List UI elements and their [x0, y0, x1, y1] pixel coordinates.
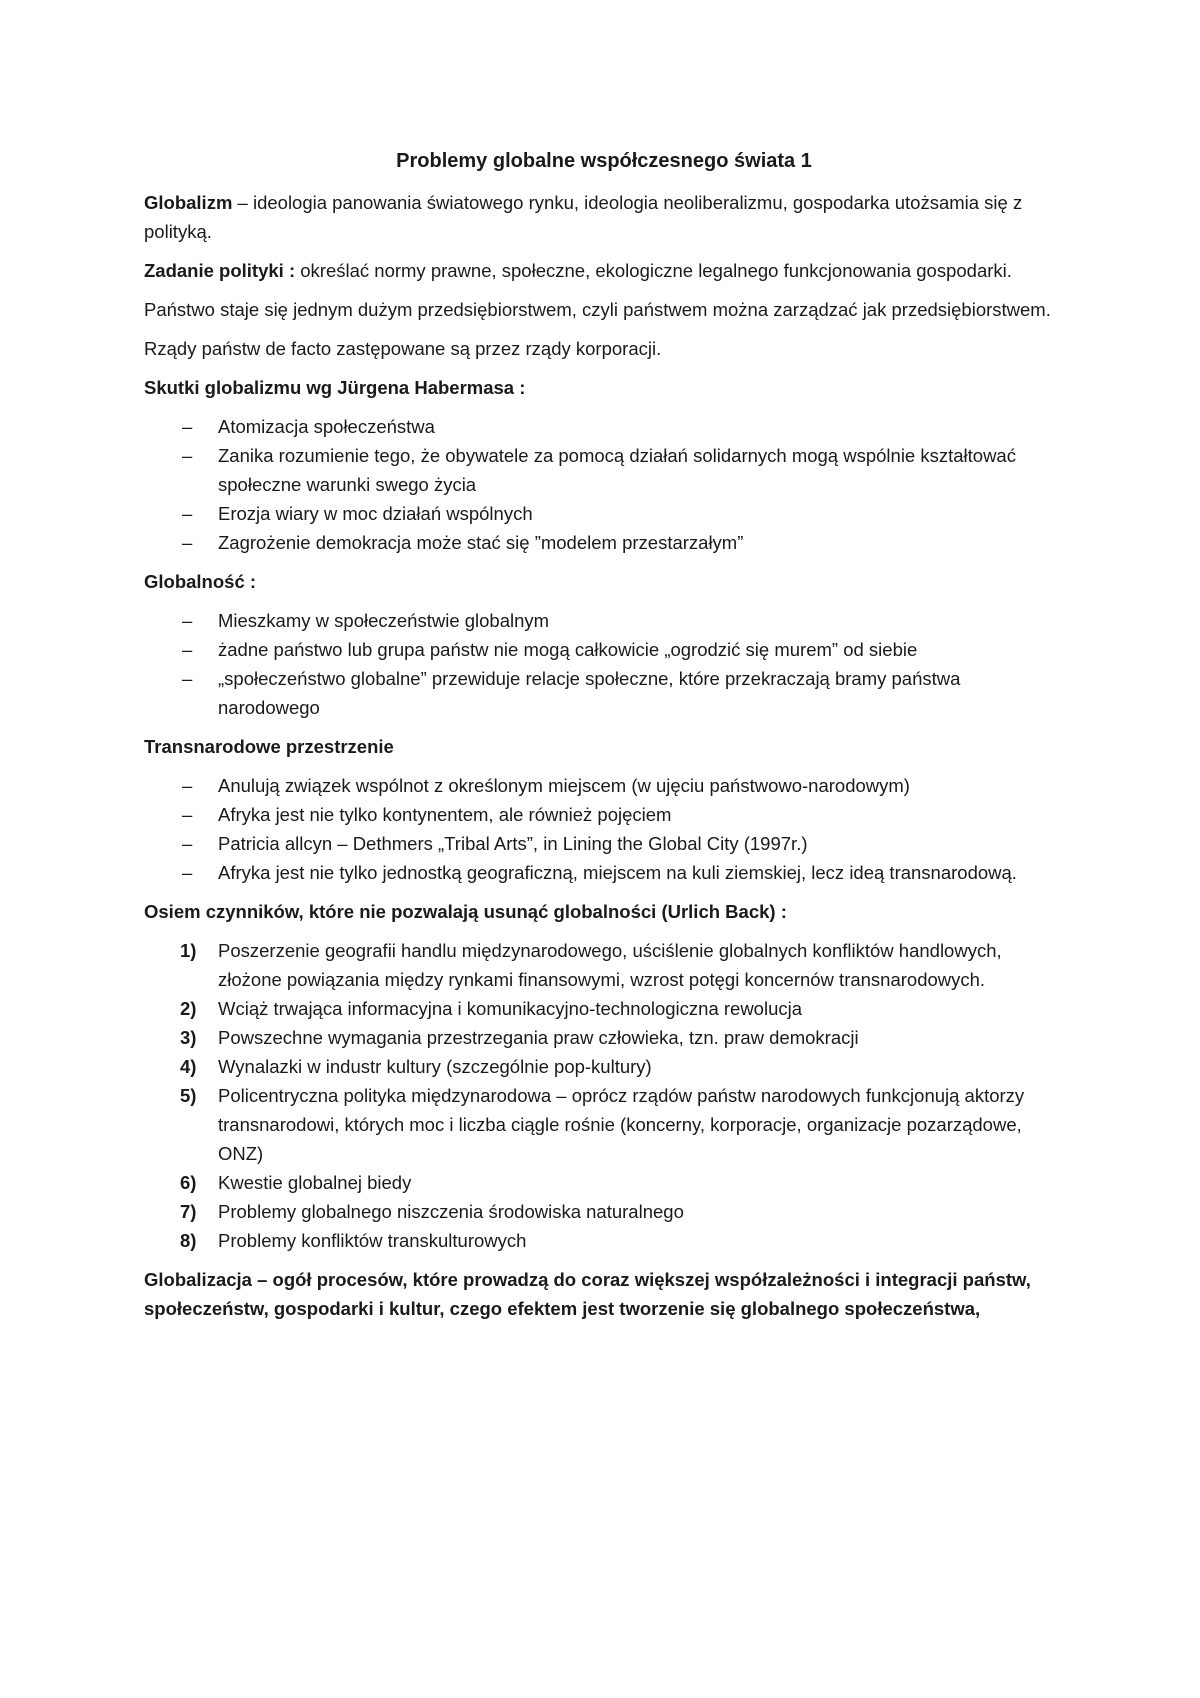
list-item: – Afryka jest nie tylko jednostką geograficzną, miejscem na kuli ziemskiej, lecz ideą transnarodową.: [144, 858, 1064, 887]
list-item: 6) Kwestie globalnej biedy: [144, 1168, 1064, 1197]
term-zadanie-polityki: Zadanie polityki :: [144, 260, 296, 281]
list-item: 3) Powszechne wymagania przestrzegania praw człowieka, tzn. praw demokracji: [144, 1023, 1064, 1052]
paragraph-globalizm: [144, 188, 1064, 246]
list-item: – Atomizacja społeczeństwa: [144, 412, 1064, 441]
term-globalizm: Globalizm: [144, 192, 233, 213]
heading-skutki: Skutki globalizmu wg Jürgena Habermasa :: [144, 377, 526, 398]
definition-zadanie-polityki: określać normy prawne, społeczne, ekologiczne legalnego funkcjonowania gospodarki.: [295, 260, 1012, 281]
list-globalnosc: [144, 606, 1064, 722]
document-content: [144, 146, 1064, 1333]
list-item: – żadne państwo lub grupa państw nie mogą całkowicie „ogrodzić się murem” od siebie: [144, 635, 1064, 664]
list-item: – Zagrożenie demokracja może stać się ”modelem przestarzałym”: [144, 528, 1064, 557]
paragraph-rzady: Rządy państw de facto zastępowane są przez rządy korporacji.: [144, 338, 662, 359]
list-osiem-czynnikow: [144, 936, 1064, 1255]
dash-marker: –: [182, 775, 193, 796]
dash-marker: –: [182, 668, 193, 689]
list-item: 5) Policentryczna polityka międzynarodowa – oprócz rządów państw narodowych funkcjonują aktorzy transnarodowi, których moc i liczba ciągle rośnie (koncerny, korporacje, organizacje pozarządowe, ONZ): [144, 1081, 1064, 1168]
list-transnarodowe: [144, 771, 1064, 887]
heading-osiem-czynnikow: Osiem czynników, które nie pozwalają usunąć globalności (Urlich Back) :: [144, 901, 787, 922]
number-marker: 4): [180, 1056, 197, 1077]
paragraph-globalizacja: Globalizacja – ogół procesów, które prowadzą do coraz większej współzależności i integracji państw, społeczeństw, gospodarki i kultur, czego efektem jest tworzenie się globalnego społeczeństwa,: [144, 1269, 1031, 1319]
list-item: – Zanika rozumienie tego, że obywatele za pomocą działań solidarnych mogą wspólnie kształtować społeczne warunki swego życia: [144, 441, 1064, 499]
list-item: 4) Wynalazki w industr kultury (szczególnie pop-kultury): [144, 1052, 1064, 1081]
list-skutki: [144, 412, 1064, 557]
definition-globalizm: – ideologia panowania światowego rynku, ideologia neoliberalizmu, gospodarka utożsamia się z polityką.: [144, 192, 1023, 242]
list-item: – Patricia allcyn – Dethmers „Tribal Arts”, in Lining the Global City (1997r.): [144, 829, 1064, 858]
paragraph-panstwo: Państwo staje się jednym dużym przedsiębiorstwem, czyli państwem można zarządzać jak przedsiębiorstwem.: [144, 299, 1051, 320]
list-item: 2) Wciąż trwająca informacyjna i komunikacyjno-technologiczna rewolucja: [144, 994, 1064, 1023]
heading-transnarodowe: Transnarodowe przestrzenie: [144, 736, 394, 757]
dash-marker: –: [182, 610, 193, 631]
page-title: Problemy globalne współczesnego świata 1: [396, 150, 812, 172]
number-marker: 1): [180, 940, 197, 961]
list-item: – Mieszkamy w społeczeństwie globalnym: [144, 606, 1064, 635]
dash-marker: –: [182, 503, 193, 524]
number-marker: 2): [180, 998, 197, 1019]
number-marker: 3): [180, 1027, 197, 1048]
list-item: 7) Problemy globalnego niszczenia środowiska naturalnego: [144, 1197, 1064, 1226]
number-marker: 8): [180, 1230, 197, 1251]
paragraph-zadanie-polityki: [144, 256, 1064, 285]
list-item: – „społeczeństwo globalne” przewiduje relacje społeczne, które przekraczają bramy państwa narodowego: [144, 664, 1064, 722]
dash-marker: –: [182, 416, 193, 437]
dash-marker: –: [182, 445, 193, 466]
number-marker: 5): [180, 1085, 197, 1106]
list-item: – Erozja wiary w moc działań wspólnych: [144, 499, 1064, 528]
list-item: 8) Problemy konfliktów transkulturowych: [144, 1226, 1064, 1255]
dash-marker: –: [182, 833, 193, 854]
list-item: – Afryka jest nie tylko kontynentem, ale również pojęciem: [144, 800, 1064, 829]
number-marker: 7): [180, 1201, 197, 1222]
dash-marker: –: [182, 639, 193, 660]
number-marker: 6): [180, 1172, 197, 1193]
list-item: 1) Poszerzenie geografii handlu międzynarodowego, uściślenie globalnych konfliktów handlowych, złożone powiązania między rynkami finansowymi, wzrost potęgi koncernów transnarodowych.: [144, 936, 1064, 994]
dash-marker: –: [182, 862, 193, 883]
dash-marker: –: [182, 532, 193, 553]
dash-marker: –: [182, 804, 193, 825]
heading-globalnosc: Globalność :: [144, 571, 257, 592]
list-item: – Anulują związek wspólnot z określonym miejscem (w ujęciu państwowo-narodowym): [144, 771, 1064, 800]
